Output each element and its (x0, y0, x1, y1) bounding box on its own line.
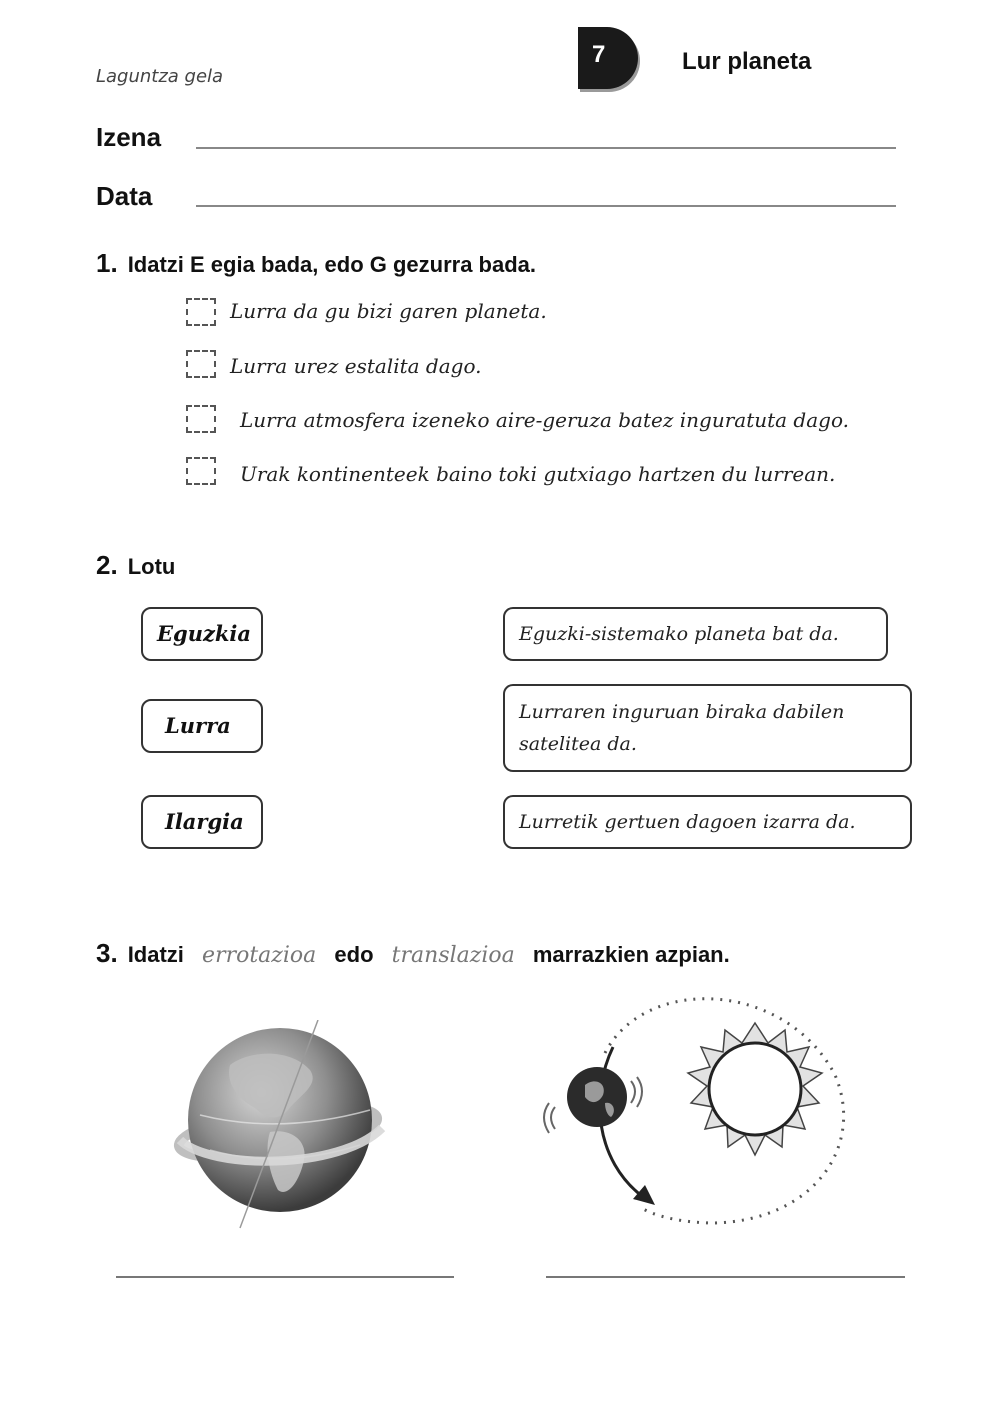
unit-number: 7 (592, 41, 606, 68)
match-definition-box-1[interactable] (503, 607, 888, 661)
match-word-box-1[interactable] (141, 607, 263, 661)
earth-translation-illustration (535, 985, 855, 1230)
statement-2: Lurra urez estalita dago. (230, 354, 482, 378)
match-definition-2: Lurraren inguruan biraka dabilen satelitea da. (519, 701, 845, 755)
question-2-number: 2. (96, 550, 118, 580)
question-3-number: 3. (96, 938, 118, 968)
statement-1: Lurra da gu bizi garen planeta. (230, 299, 547, 323)
question-3-part-2: edo (334, 942, 374, 967)
question-3-part-1: Idatzi (127, 942, 184, 967)
match-word-2: Lurra (165, 713, 231, 738)
date-label: Data (96, 181, 153, 211)
question-2-title (96, 550, 175, 581)
sun-icon (688, 1023, 822, 1155)
name-field[interactable] (196, 147, 896, 149)
name-label: Izena (96, 122, 162, 152)
match-word-box-3[interactable] (141, 795, 263, 849)
answer-box-2[interactable] (186, 350, 216, 378)
earth-rotation-illustration (170, 1020, 390, 1230)
match-definition-1: Eguzki-sistemako planeta bat da. (519, 623, 839, 645)
answer-box-1[interactable] (186, 298, 216, 326)
date-field[interactable] (196, 205, 896, 207)
subject-label: Laguntza gela (96, 66, 224, 87)
match-word-1: Eguzkia (157, 621, 252, 646)
unit-badge (578, 27, 638, 89)
word-rotation: errotazioa (202, 943, 317, 968)
answer-line-1[interactable] (116, 1276, 454, 1278)
statement-4: Urak kontinenteek baino toki gutxiago hartzen du lurrean. (240, 462, 836, 486)
match-definition-box-3[interactable] (503, 795, 912, 849)
question-1-number: 1. (96, 248, 118, 278)
match-definition-3: Lurretik gertuen dagoen izarra da. (519, 811, 856, 833)
answer-box-4[interactable] (186, 457, 216, 485)
statement-3: Lurra atmosfera izeneko aire-geruza batez inguratuta dago. (240, 408, 850, 432)
question-2-text: Lotu (127, 554, 176, 579)
page-title: Lur planeta (682, 48, 812, 75)
question-1-title (96, 248, 536, 279)
question-1-text: Idatzi E egia bada, edo G gezurra bada. (127, 252, 537, 277)
question-3-part-3: marrazkien azpian. (532, 942, 730, 967)
match-word-box-2[interactable] (141, 699, 263, 753)
word-translation: translazioa (391, 943, 515, 968)
question-3-title (96, 938, 730, 969)
answer-box-3[interactable] (186, 405, 216, 433)
match-definition-box-2[interactable] (503, 684, 912, 772)
match-word-3: Ilargia (165, 809, 244, 834)
answer-line-2[interactable] (546, 1276, 905, 1278)
